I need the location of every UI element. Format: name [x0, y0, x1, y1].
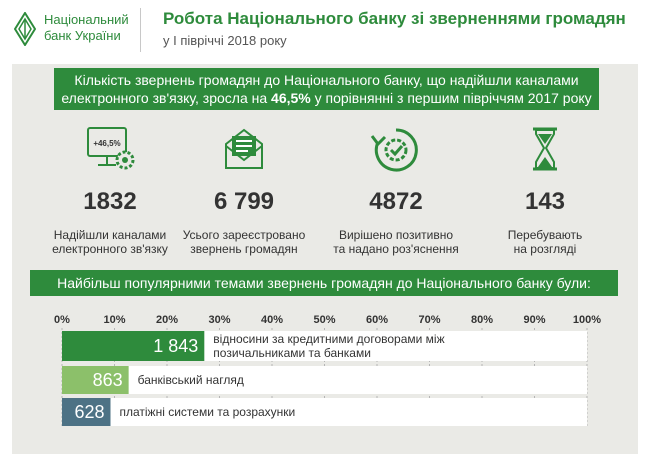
x-tick-label: 70% — [418, 314, 441, 326]
x-tick-label: 0% — [54, 314, 70, 326]
stat-value: 6 799 — [213, 188, 275, 215]
stat-desc-line1: Надійшли каналами — [53, 228, 167, 242]
page-subtitle: у І півріччі 2018 року — [163, 33, 287, 48]
stat-desc-line2: звернень громадян — [190, 242, 298, 256]
bar-value-label: 628 — [74, 402, 105, 422]
bar-value-label: 1 843 — [153, 336, 199, 356]
topics-banner: Найбільш популярними темами звернень громадян до Національного банку були: — [30, 270, 618, 296]
bar-desc-line1: платіжні системи та розрахунки — [119, 405, 296, 419]
x-tick-label: 60% — [365, 314, 389, 326]
stat-value: 4872 — [369, 188, 423, 215]
x-tick-label: 100% — [572, 314, 602, 326]
x-tick-label: 20% — [155, 314, 179, 326]
growth-banner-text: електронного зв'язку, зросла на — [61, 90, 272, 106]
x-tick-label: 30% — [208, 314, 231, 326]
stat-desc-line2: та надано роз'яснення — [333, 242, 459, 256]
x-tick-label: 80% — [470, 314, 494, 326]
stat-value: 143 — [524, 188, 566, 215]
bar-value-label: 863 — [92, 370, 123, 390]
bar-desc-line2: позичальниками та банками — [213, 346, 371, 360]
stat-desc-line1: Усього зареєстровано — [182, 228, 306, 242]
bar-desc-line1: банківський нагляд — [137, 373, 244, 387]
x-tick-label: 50% — [313, 314, 336, 326]
stat-desc-line1: Вирішено позитивно — [338, 228, 454, 242]
stat-desc-line1: Перебувають — [507, 228, 583, 242]
stat-desc-line2: на розгляді — [513, 242, 577, 256]
bank-name-line2: банк України — [44, 28, 121, 43]
page-title: Робота Національного банку зі зверненнями громадян — [163, 9, 626, 28]
growth-highlight: 46,5% — [271, 90, 311, 106]
x-tick-label: 40% — [260, 314, 284, 326]
stat-value: 1832 — [83, 188, 137, 215]
growth-banner-line1: Кількість звернень громадян до Національного банку, що надійшли каналами — [74, 72, 579, 88]
growth-banner-text-end: у порівнянні з першим півріччям 2017 року — [310, 90, 592, 106]
stat-desc-line2: електронного зв'язку — [52, 242, 168, 256]
growth-badge: +46,5% — [93, 139, 121, 148]
x-tick-label: 10% — [103, 314, 126, 326]
bar-desc-line1: відносини за кредитними договорами між — [213, 332, 445, 346]
bank-name-line1: Національний — [44, 12, 129, 27]
x-tick-label: 90% — [523, 314, 546, 326]
